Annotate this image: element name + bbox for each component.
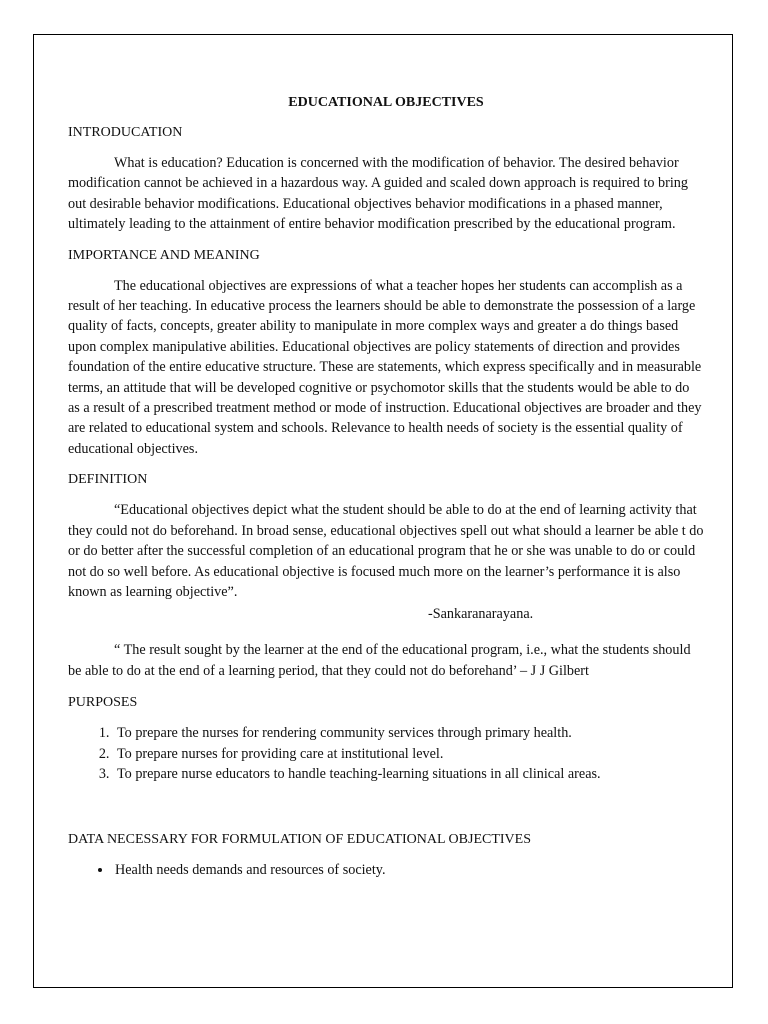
data-necessary-list xyxy=(68,860,704,880)
list-item: • Health needs demands and resources of society. xyxy=(113,860,704,880)
section-heading-data-necessary: DATA NECESSARY FOR FORMULATION OF EDUCATIONAL OBJECTIVES xyxy=(68,832,531,848)
section-heading-importance: IMPORTANCE AND MEANING xyxy=(68,247,260,263)
section-heading-introduction: INTRODUCATION xyxy=(68,125,183,140)
document-title: EDUCATIONAL OBJECTIVES xyxy=(288,95,484,110)
list-item: 2. To prepare nurses for providing care at institutional level. xyxy=(113,744,704,764)
section-heading-definition: DEFINITION xyxy=(68,472,148,488)
definition-quote-sankaranarayana: “Educational objectives depict what the student should be able to do at the end of learning activity that they could not do beforehand. In broad sense, educational objectives spell out what should a learner be able t do or do better after the successful completion of an educational program that he or she was unable to do or could not do so well before. As educational objective is focused much more on the learner’s performance it is also known as learning objective”. xyxy=(68,502,704,600)
document-page xyxy=(33,34,733,988)
section-heading-purposes: PURPOSES xyxy=(68,695,138,711)
purposes-list xyxy=(68,723,704,784)
list-item: 1. To prepare the nurses for rendering community services through primary health. xyxy=(113,723,704,743)
importance-paragraph: The educational objectives are expressions of what a teacher hopes her students can accomplish as a result of her teaching. In educative process the learners should be able to demonstrate the possession of a large quality of facts, concepts, greater ability to manipulate in more complex ways and greater a do things based upon complex manipulative abilities. Educational objectives are policy statements of direction and provides foundation of the entire educative structure. These are statements, which express specifically and in measurable terms, an attitude that will be developed cognitive or psychomotor skills that the students would be able to do as a result of a prescribed treatment method or mode of instruction. Educational objectives are broader and they are related to educational system and schools. Relevance to health needs of society is the essential quality of educational objectives. xyxy=(68,277,702,457)
document-content xyxy=(68,93,704,880)
list-item: 3. To prepare nurse educators to handle teaching-learning situations in all clinical areas. xyxy=(113,764,704,784)
introduction-paragraph: What is education? Education is concerned with the modification of behavior. The desired behavior modification cannot be achieved in a hazardous way. A guided and scaled down approach is required to bring out desirable behavior modifications. Educational objectives behavior modifications in a phased manner, ultimately leading to the attainment of entire behavior modification prescribed by the educational program. xyxy=(68,155,688,233)
definition-attribution: -Sankaranarayana. xyxy=(428,606,534,623)
definition-quote-gilbert: “ The result sought by the learner at the end of the educational program, i.e., what the students should be able to do at the end of a learning period, that they could not do beforehand’ – J J Gilbert xyxy=(68,642,691,679)
